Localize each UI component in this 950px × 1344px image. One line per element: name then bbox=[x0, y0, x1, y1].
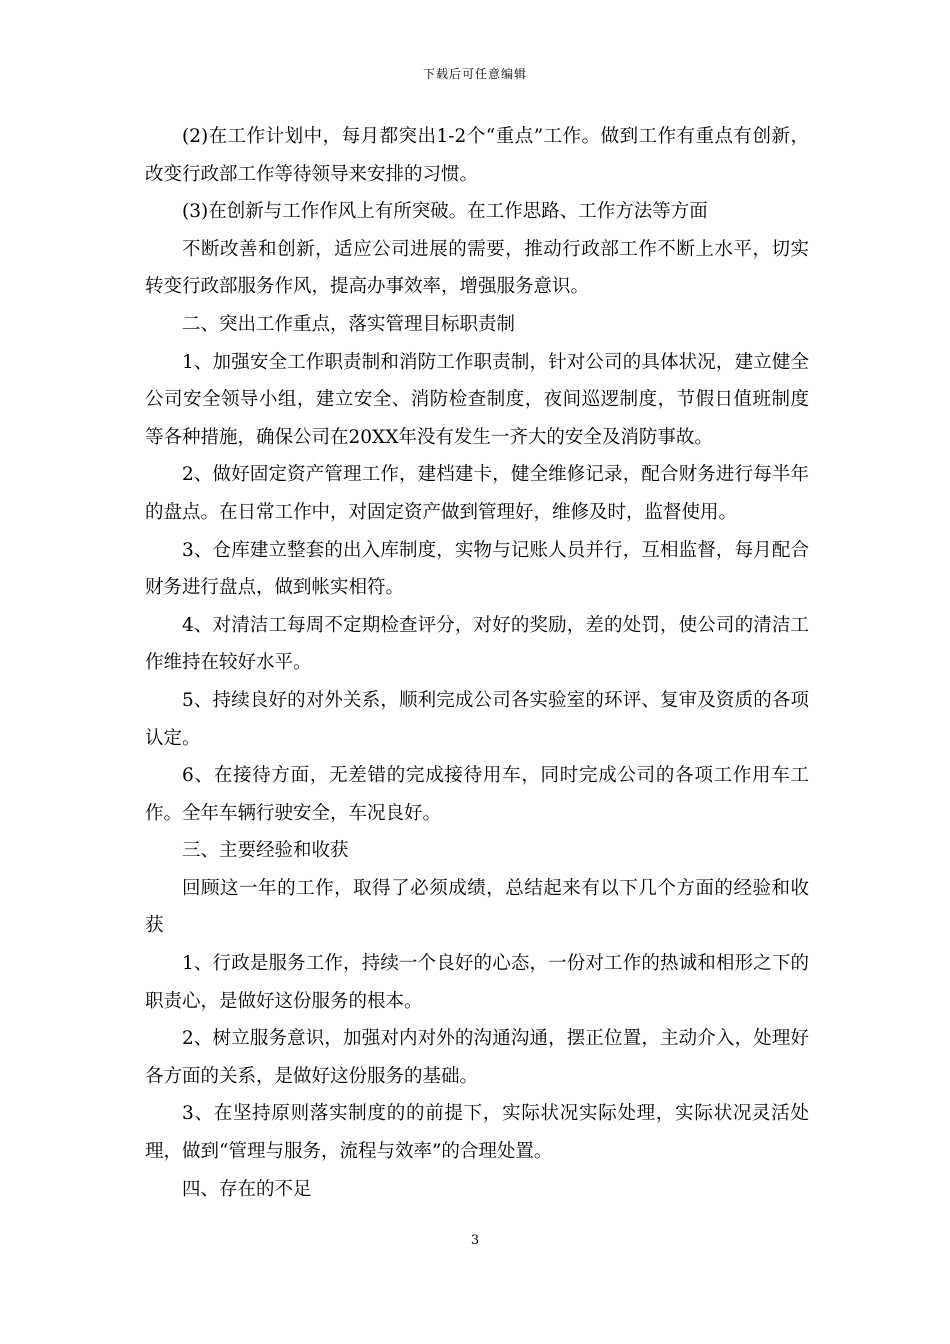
paragraph: (3)在创新与工作作风上有所突破。在工作思路、工作方法等方面 bbox=[182, 201, 708, 223]
section-heading: 三、主要经验和收获 bbox=[182, 840, 349, 862]
section-heading: 四、存在的不足 bbox=[182, 1178, 312, 1200]
paragraph: 3、在坚持原则落实制度的的前提下，实际状况实际处理，实际状况灵活处理，做到“管理与服务，流程与效率”的合理处置。 bbox=[145, 1103, 809, 1163]
document-body bbox=[145, 118, 809, 1208]
paragraph: 1、加强安全工作职责制和消防工作职责制，针对公司的具体状况，建立健全公司安全领导小组，建立安全、消防检查制度，夜间巡逻制度，节假日值班制度等各种措施，确保公司在20XX年没有发生一齐大的安全及消防事故。 bbox=[145, 351, 809, 448]
paragraph: (2)在工作计划中，每月都突出1-2个“重点”工作。做到工作有重点有创新，改变行政部工作等待领导来安排的习惯。 bbox=[145, 126, 809, 185]
paragraph: 4、对清洁工每周不定期检查评分，对好的奖励，差的处罚，使公司的清洁工作维持在较好水平。 bbox=[145, 614, 809, 674]
paragraph: 1、行政是服务工作，持续一个良好的心态，一份对工作的热诚和相形之下的职责心，是做好这份服务的根本。 bbox=[145, 953, 809, 1012]
paragraph: 6、在接待方面，无差错的完成接待用车，同时完成公司的各项工作用车工作。全年车辆行驶安全，车况良好。 bbox=[145, 765, 809, 824]
paragraph: 2、树立服务意识，加强对内对外的沟通沟通，摆正位置，主动介入，处理好各方面的关系，是做好这份服务的基础。 bbox=[145, 1028, 809, 1087]
paragraph: 5、持续良好的对外关系，顺利完成公司各实验室的环评、复审及资质的各项认定。 bbox=[145, 689, 809, 749]
paragraph: 不断改善和创新，适应公司进展的需要，推动行政部工作不断上水平，切实转变行政部服务作风，提高办事效率，增强服务意识。 bbox=[145, 238, 809, 298]
paragraph: 2、做好固定资产管理工作，建档建卡，健全维修记录，配合财务进行每半年的盘点。在日常工作中，对固定资产做到管理好，维修及时，监督使用。 bbox=[145, 464, 809, 523]
section-heading: 二、突出工作重点，落实管理目标职责制 bbox=[182, 313, 516, 335]
page-number: 3 bbox=[470, 1233, 480, 1248]
paragraph: 3、仓库建立整套的出入库制度，实物与记账人员并行，互相监督，每月配合财务进行盘点，做到帐实相符。 bbox=[145, 539, 809, 599]
page-header: 下载后可任意编辑 bbox=[422, 67, 527, 81]
paragraph: 回顾这一年的工作，取得了必须成绩，总结起来有以下几个方面的经验和收获 bbox=[145, 877, 809, 937]
